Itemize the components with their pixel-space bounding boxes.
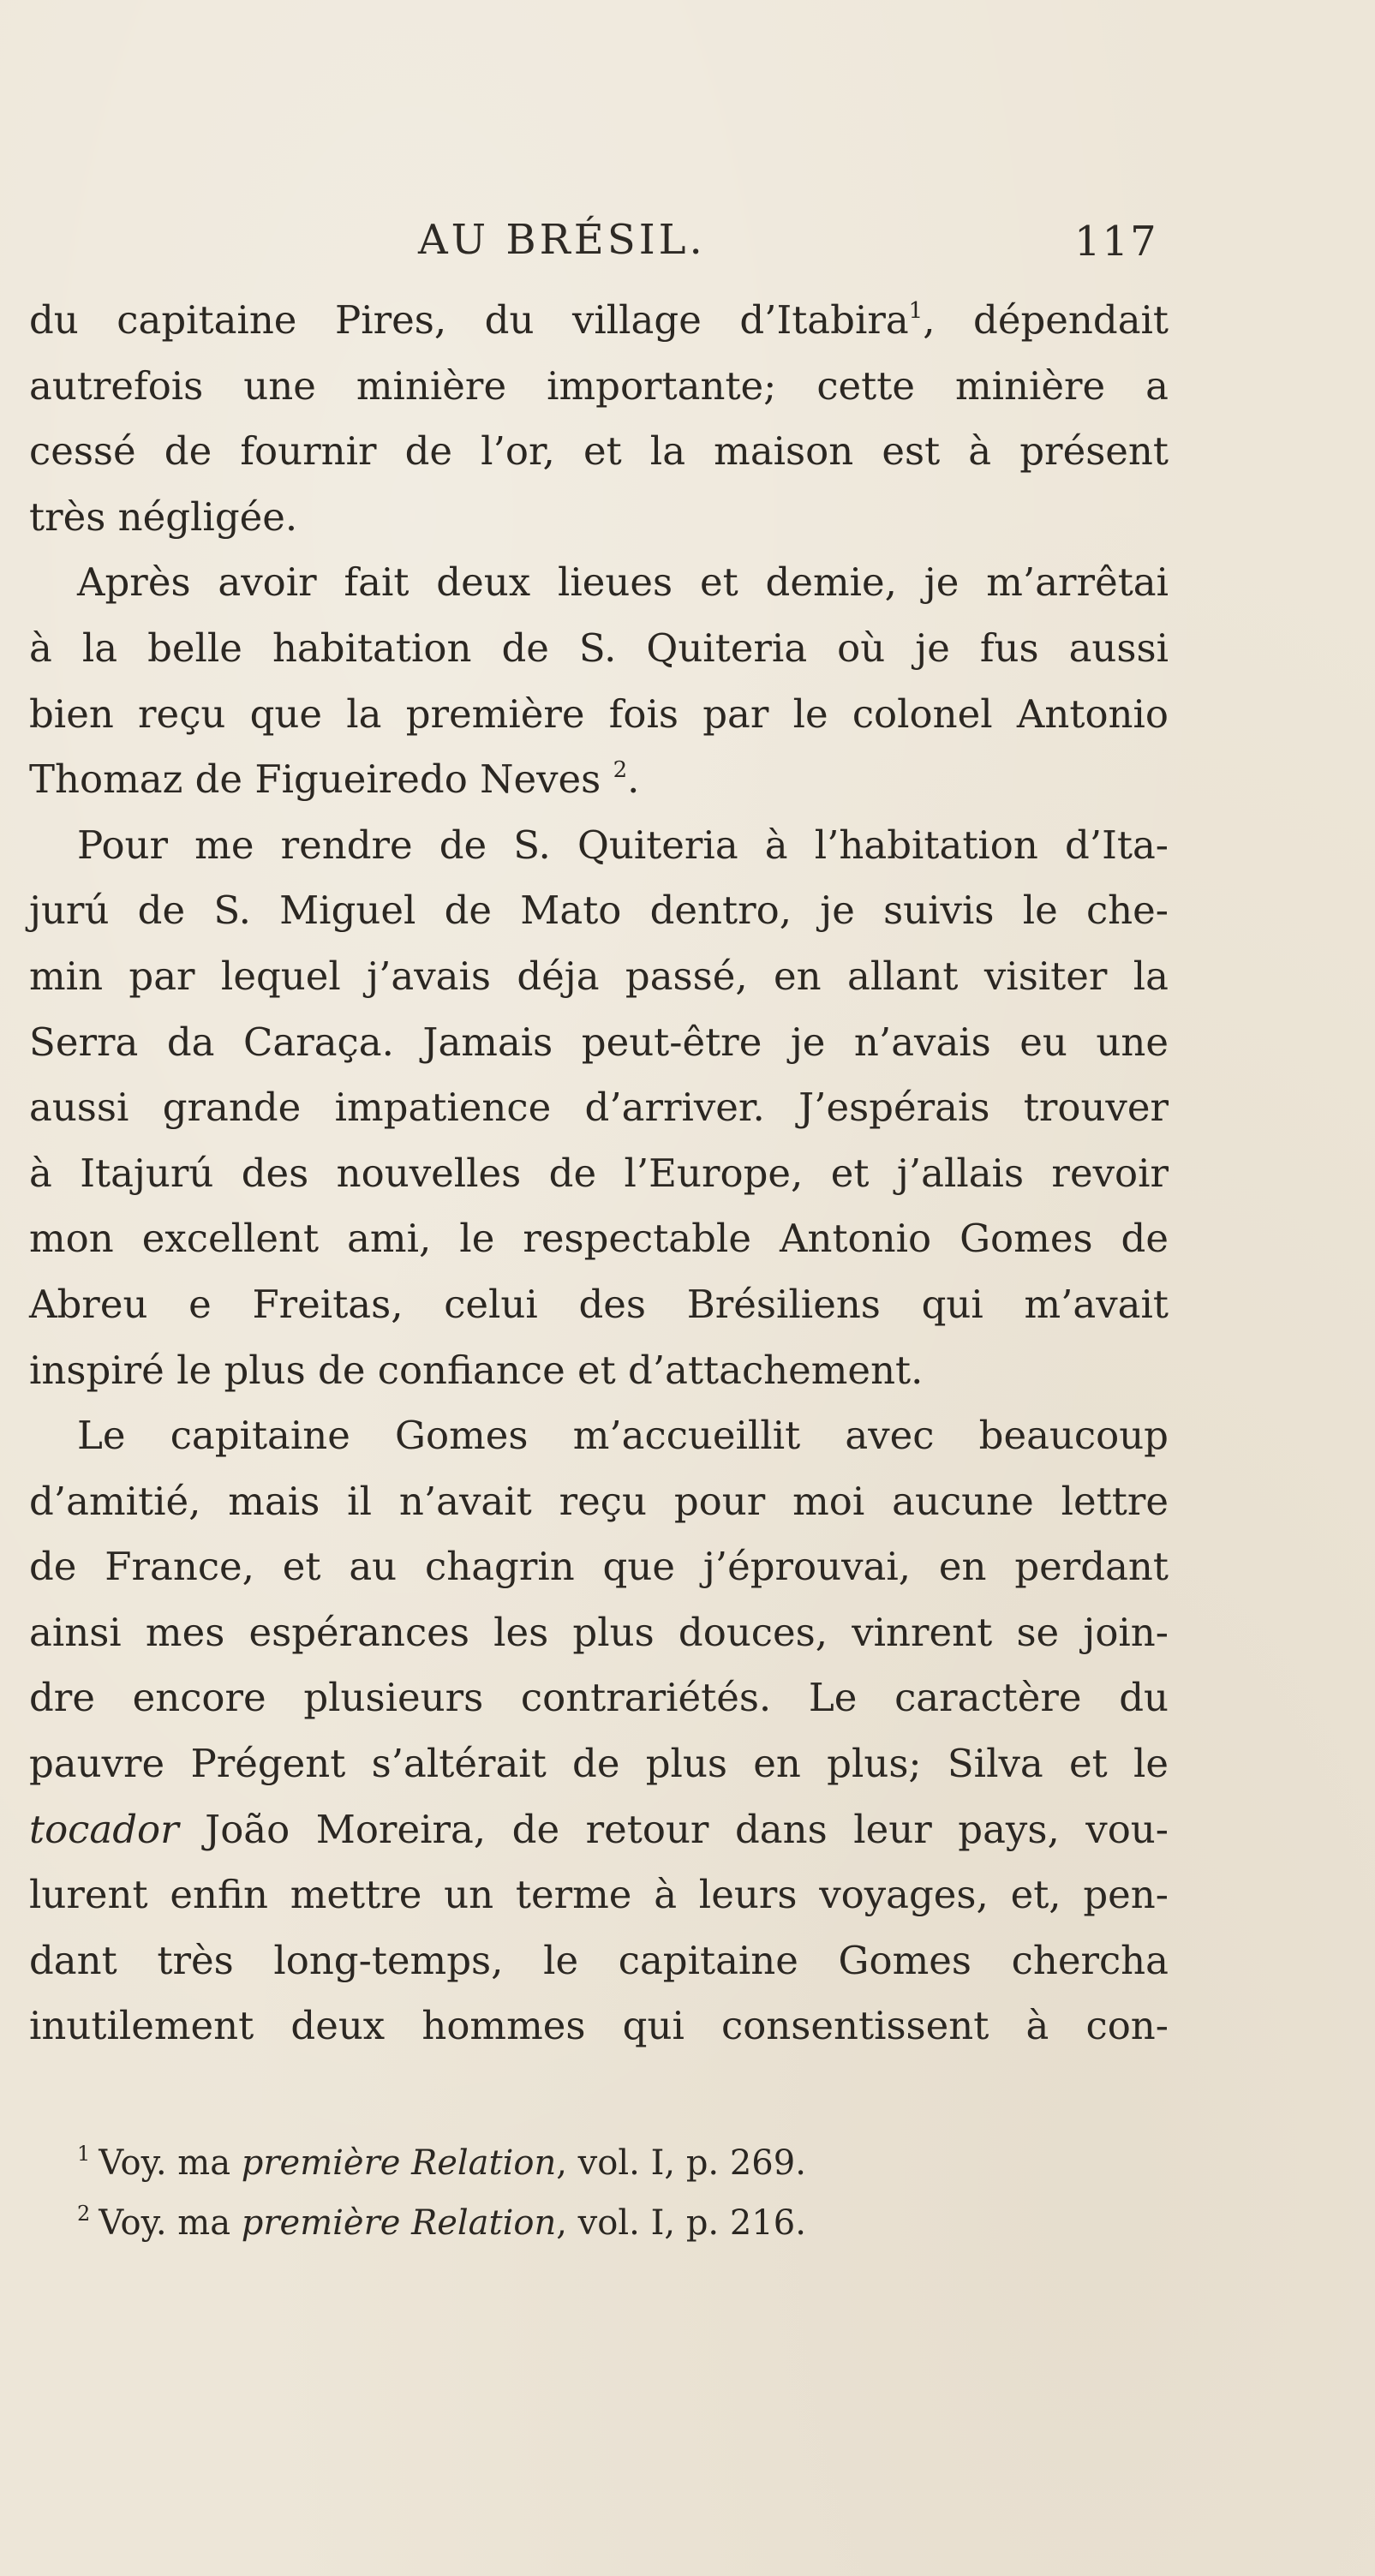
text-line: min par lequel j’avais déja passé, en allant visiter la	[29, 953, 1169, 999]
footnote-1: $^1$ Voy. ma première Relation, vol. I, p. 269.	[77, 2142, 806, 2183]
text-line: aussi grande impatience d’arriver. J’espérais trouver	[29, 1085, 1169, 1131]
running-head	[0, 216, 1375, 276]
text-line: Pour me rendre de S. Quiteria à l’habitation d’Ita-	[77, 822, 1169, 868]
footnote-ref: 2	[613, 757, 628, 784]
italic-word: tocador	[29, 1806, 179, 1852]
text-line: très négligée.	[29, 493, 298, 540]
text-line: Abreu e Freitas, celui des Brésiliens qui m’avait	[29, 1281, 1169, 1327]
text-line: pauvre Prégent s’altérait de plus en plus; Silva et le	[29, 1741, 1169, 1787]
text-line: à la belle habitation de S. Quiteria où je fus aussi	[29, 625, 1169, 671]
text-line: bien reçu que la première fois par le colonel Antonio	[29, 690, 1169, 737]
text-line: Serra da Caraça. Jamais peut-être je n’avais eu une	[29, 1019, 1169, 1065]
footnote-ref: 1	[908, 298, 924, 324]
footnote-2: $^2$ Voy. ma première Relation, vol. I, p. 216.	[77, 2202, 806, 2243]
footnote-number: 2	[77, 2202, 91, 2226]
page-number: 117	[1074, 218, 1158, 266]
footnote-italic-title: première Relation	[241, 2203, 557, 2243]
text-line: lurent enfin mettre un terme à leurs voyages, et, pen-	[29, 1872, 1169, 1918]
text-line: Thomaz de Figueiredo Neves $^2$.	[29, 756, 640, 803]
text-line: autrefois une minière importante; cette minière a	[29, 362, 1169, 409]
text-line: dant très long-temps, le capitaine Gomes chercha	[29, 1937, 1169, 1983]
text-line: du capitaine Pires, du village d’Itabira$^1$, dépendait	[29, 297, 1169, 343]
text-line: tocador João Moreira, de retour dans leur pays, vou-	[29, 1806, 1169, 1852]
text-line: à Itajurú des nouvelles de l’Europe, et j’allais revoir	[29, 1150, 1169, 1196]
text-line: inspiré le plus de confiance et d’attachement.	[29, 1347, 924, 1393]
text-line: jurú de S. Miguel de Mato dentro, je suivis le che-	[29, 888, 1169, 934]
text-line: de France, et au chagrin que j’éprouvai, en perdant	[29, 1544, 1169, 1590]
text-line: cessé de fournir de l’or, et la maison est à présent	[29, 428, 1169, 475]
text-line: inutilement deux hommes qui consentissent à con-	[29, 2003, 1169, 2049]
text-line: dre encore plusieurs contrariétés. Le caractère du	[29, 1675, 1169, 1721]
footnotes	[77, 2133, 968, 2253]
body-text	[29, 288, 1169, 2059]
text-line: ainsi mes espérances les plus douces, vinrent se join-	[29, 1609, 1169, 1655]
text-line: mon excellent ami, le respectable Antonio Gomes de	[29, 1216, 1169, 1262]
running-title: AU BRÉSIL.	[418, 216, 706, 264]
text-line: Le capitaine Gomes m’accueillit avec beaucoup	[77, 1413, 1169, 1459]
text-line: d’amitié, mais il n’avait reçu pour moi aucune lettre	[29, 1478, 1169, 1524]
text-line: Après avoir fait deux lieues et demie, je m’arrêtai	[77, 559, 1169, 606]
footnote-italic-title: première Relation	[241, 2143, 557, 2183]
footnote-number: 1	[77, 2142, 91, 2166]
